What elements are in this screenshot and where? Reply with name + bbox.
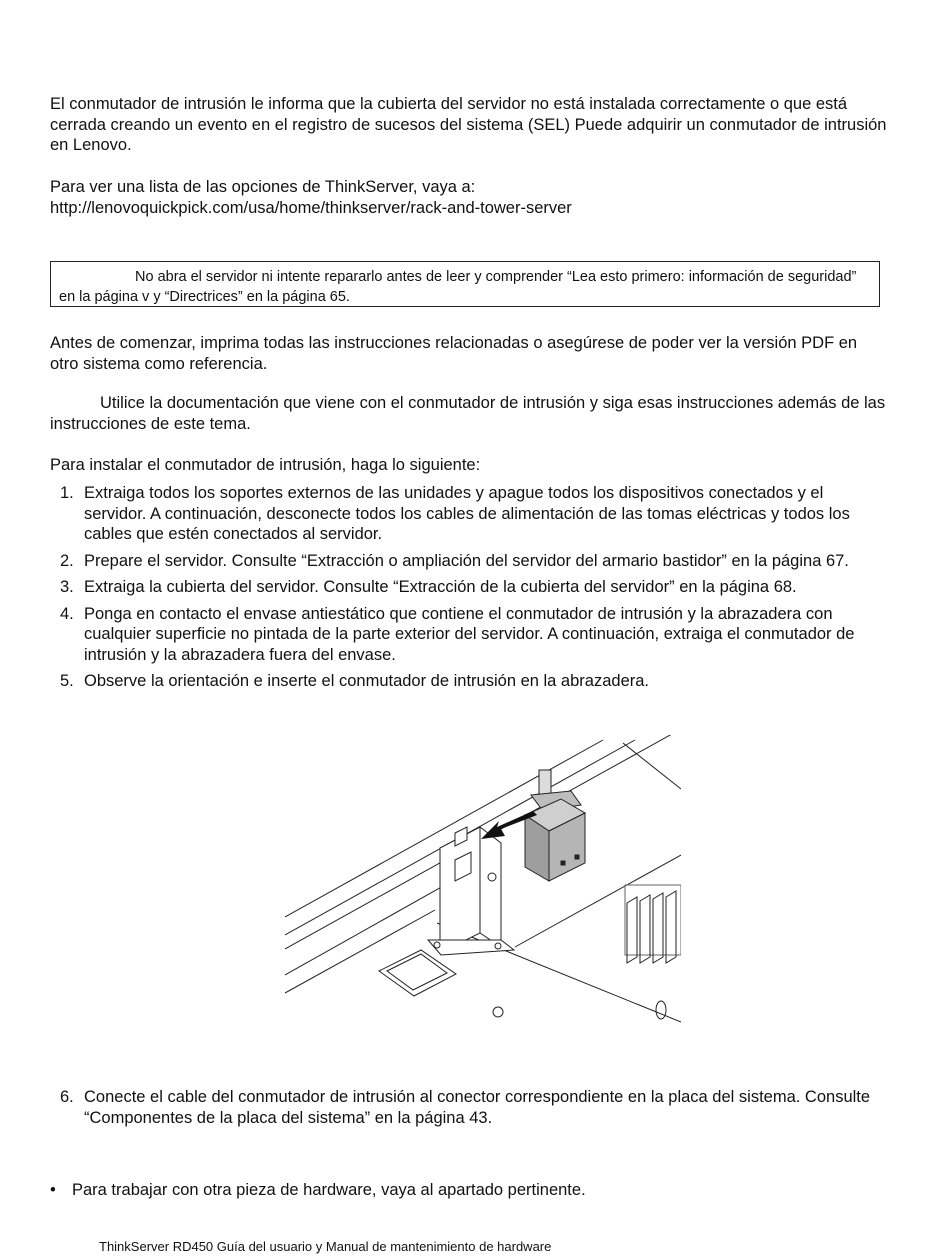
before-begin-paragraph: Antes de comenzar, imprima todas las instrucciones relacionadas o asegúrese de poder ver la versión PDF en otro sistema como referencia. xyxy=(50,334,858,373)
next-step-text: Para trabajar con otra pieza de hardware, vaya al apartado pertinente. xyxy=(72,1181,586,1199)
step-text: Observe la orientación e inserte el conmutador de intrusión en la abrazadera. xyxy=(84,672,649,690)
step-number: 2. xyxy=(60,551,74,570)
intrusion-switch-illustration xyxy=(285,735,681,1025)
bracket xyxy=(428,827,514,955)
note-text: Utilice la documentación que viene con el conmutador de intrusión y siga esas instrucciones además de las instrucciones de este tema. xyxy=(50,394,886,433)
intrusion-switch xyxy=(525,770,585,881)
steps-list-1-5 xyxy=(50,483,890,692)
step-number: 1. xyxy=(60,484,74,502)
step-item xyxy=(50,483,890,545)
options-lead: Para ver una lista de las opciones de ThinkServer, vaya a: xyxy=(50,178,476,196)
step-text: Ponga en contacto el envase antiestático que contiene el conmutador de intrusión y la abrazadera con cualquier superficie no pintada de la parte exterior del servidor. A continuación, extraiga el conmutador de intrusión y la abrazadera fuera del envase. xyxy=(84,604,855,664)
options-paragraph xyxy=(50,177,890,218)
intro-paragraph: El conmutador de intrusión le informa que la cubierta del servidor no está instalada correctamente o que está cerrada creando un evento en el registro de sucesos del sistema (SEL) Puede adquirir un conmutador de intrusión en Lenovo. xyxy=(50,95,887,154)
step-item xyxy=(50,577,890,598)
step-item xyxy=(50,604,890,666)
connector-block xyxy=(625,885,681,963)
step-text: Extraiga la cubierta del servidor. Consulte “Extracción de la cubierta del servidor” en la página 68. xyxy=(84,578,797,596)
step-item xyxy=(50,551,890,572)
bullet-glyph: • xyxy=(50,1181,56,1199)
step-text: Conecte el cable del conmutador de intrusión al conector correspondiente en la placa del sistema. Consulte “Componentes de la placa del sistema” en la página 43. xyxy=(84,1088,871,1127)
attention-notice-text: No abra el servidor ni intente repararlo antes de leer y comprender “Lea esto primero: información de seguridad” en la página v y “Directrices” en la página 65. xyxy=(59,269,857,305)
step-item xyxy=(50,671,890,692)
step-number: 6. xyxy=(60,1088,74,1106)
page-footer: ThinkServer RD450 Guía del usuario y Manual de mantenimiento de hardware xyxy=(99,1239,552,1254)
step-item xyxy=(50,1087,890,1128)
options-url: http://lenovoquickpick.com/usa/home/thinkserver/rack-and-tower-server xyxy=(50,198,572,217)
note-paragraph xyxy=(50,393,890,434)
next-step-bullet xyxy=(50,1180,586,1201)
step-number: 3. xyxy=(60,578,74,596)
square-opening xyxy=(379,950,456,996)
step-number: 5. xyxy=(60,672,74,690)
attention-notice-box xyxy=(50,261,880,307)
step-number: 4. xyxy=(60,604,74,623)
step-text: Prepare el servidor. Consulte “Extracción o ampliación del servidor del armario bastidor” en la página 67. xyxy=(84,551,849,570)
procedure-lead: Para instalar el conmutador de intrusión, haga lo siguiente: xyxy=(50,456,481,474)
steps-list-6 xyxy=(50,1087,890,1128)
standoffs xyxy=(493,1001,666,1019)
step-text: Extraiga todos los soportes externos de las unidades y apague todos los dispositivos conectados y el servidor. A continuación, desconecte todos los cables de alimentación de las tomas eléctricas y todos los cables que estén conectados al servidor. xyxy=(84,484,850,543)
